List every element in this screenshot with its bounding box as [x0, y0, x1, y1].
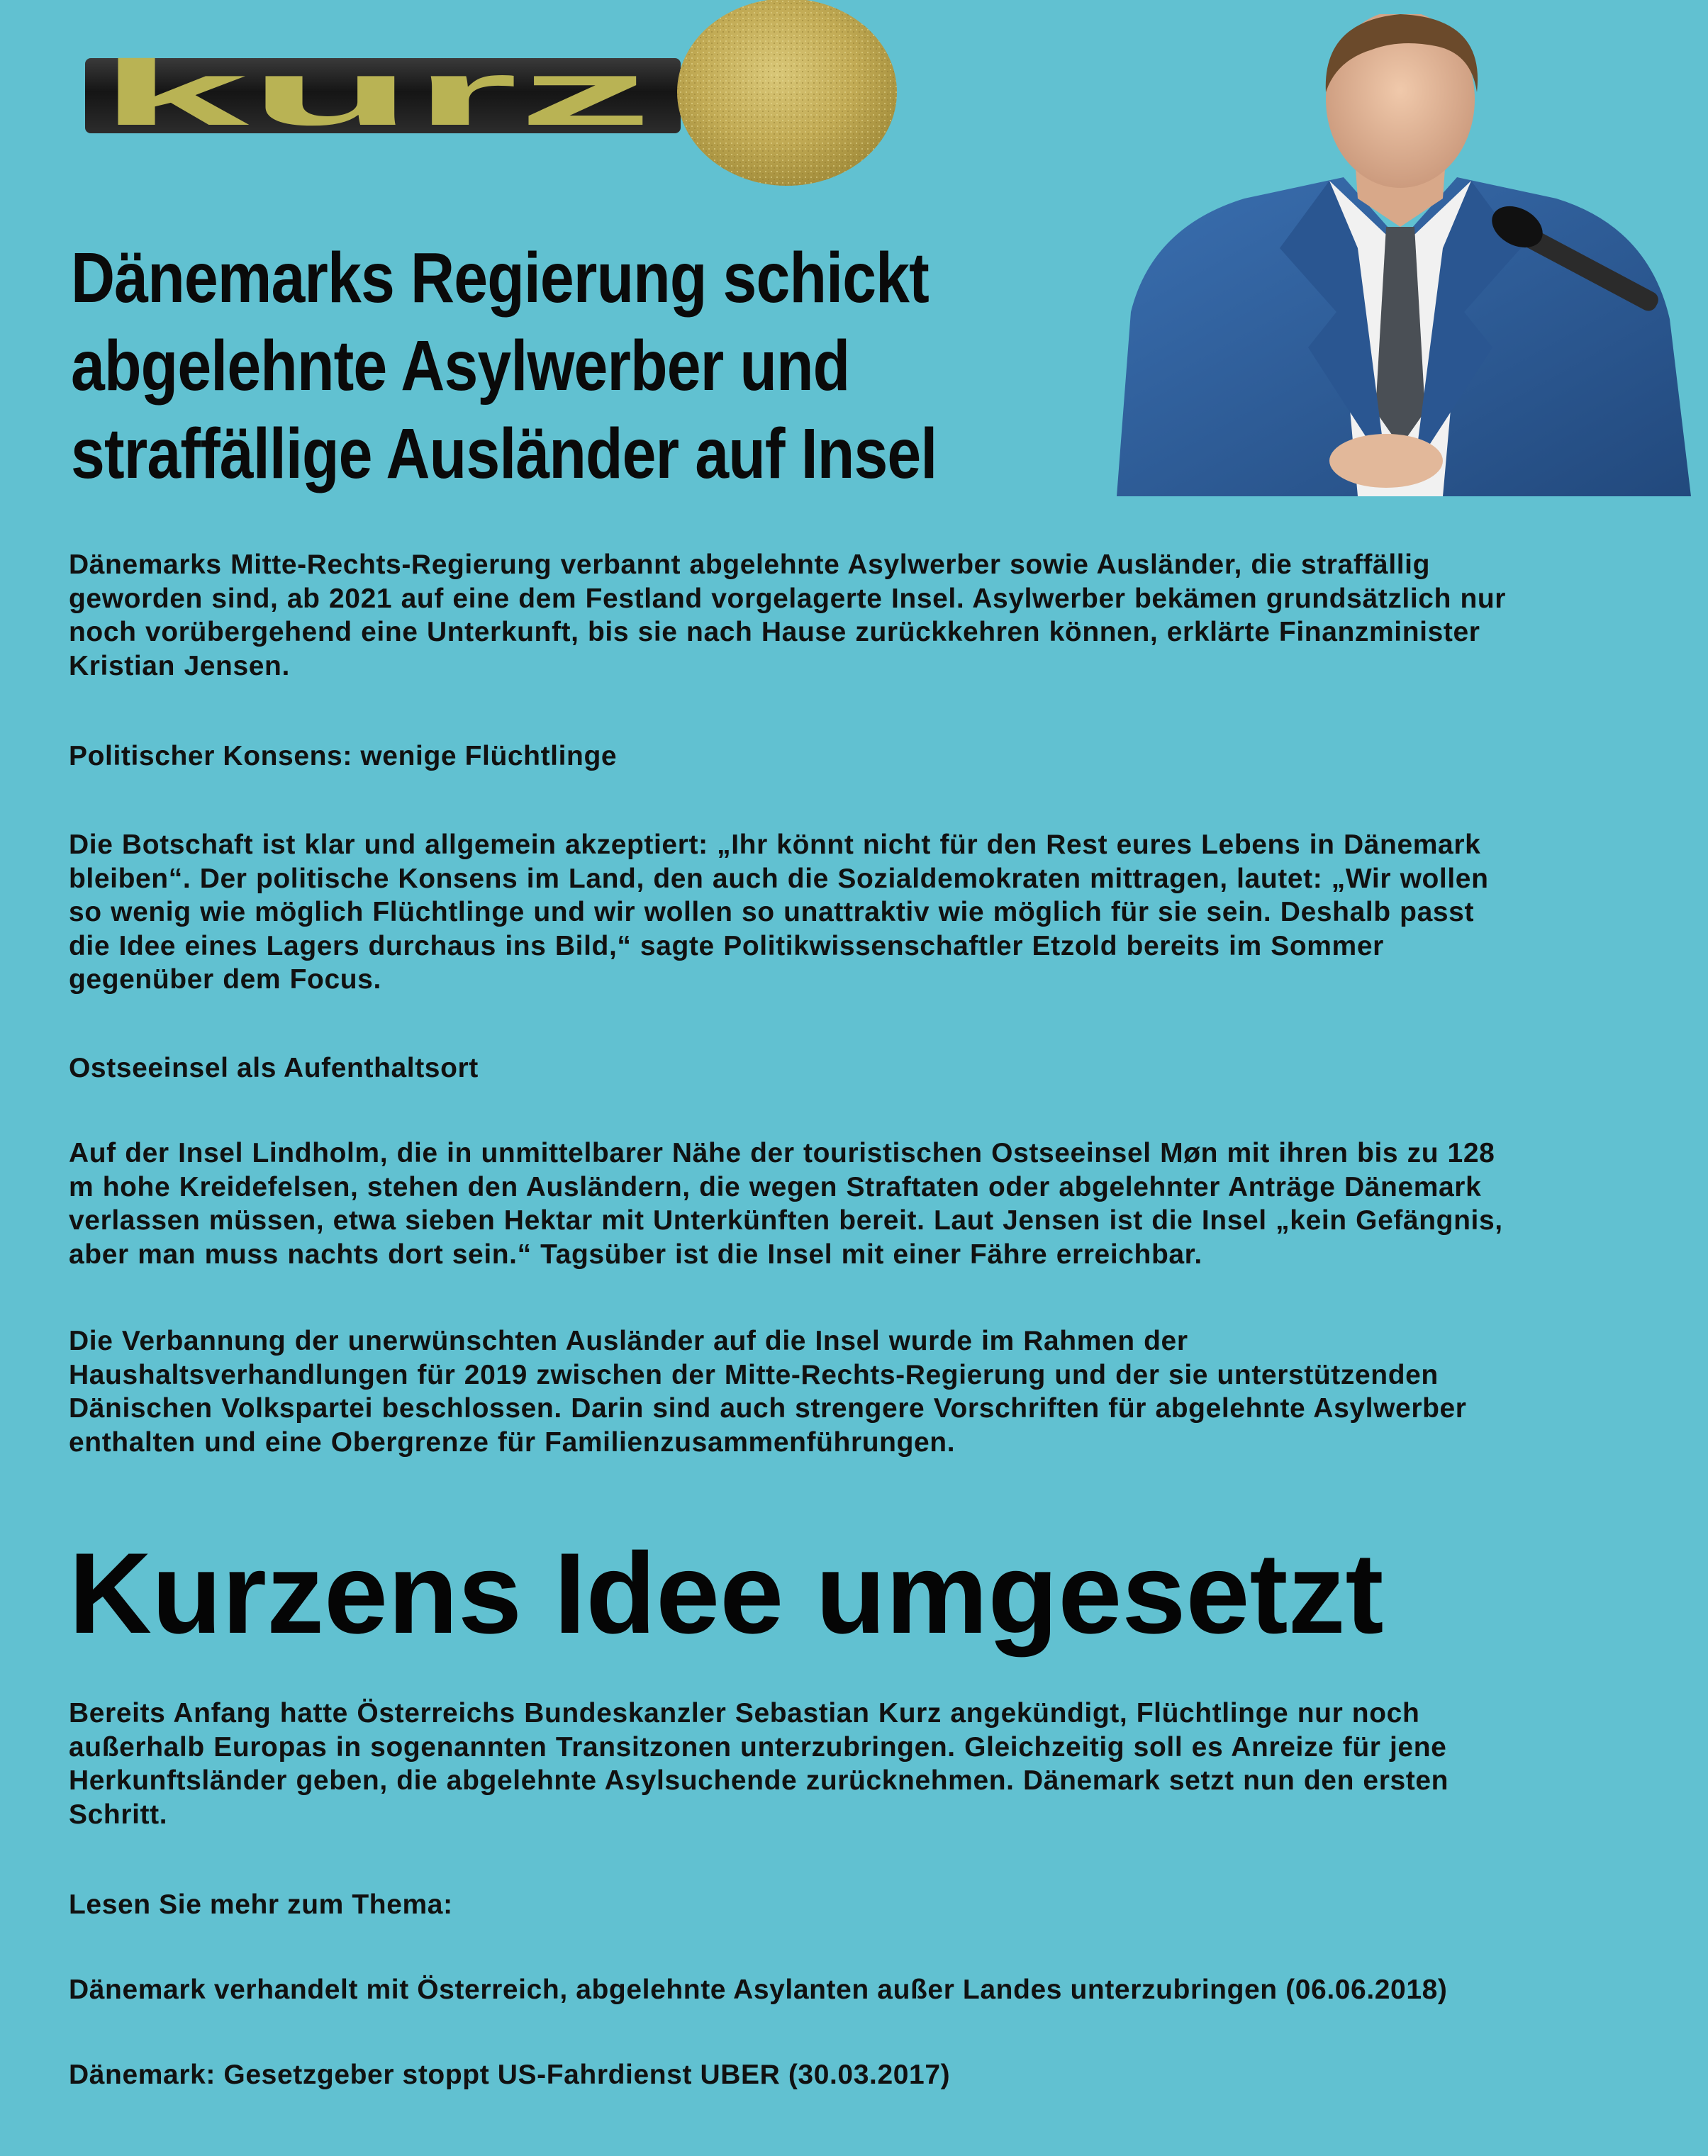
kurz-paragraph: [69, 1697, 1449, 1831]
text-line: m hohe Kreidefelsen, stehen den Ausländern, die wegen Straftaten oder abgelehnter Anträge Dänemark: [69, 1171, 1482, 1202]
text-line: bleiben“. Der politische Konsens im Land, den auch die Sozialdemokraten mittragen, lautet: „Wir wollen: [69, 863, 1489, 894]
text-line: Kristian Jensen.: [69, 650, 290, 681]
intro-paragraph: [69, 548, 1506, 683]
text-line: verlassen müssen, etwa sieben Hektar mit Unterkünften bereit. Laut Jensen ist die Insel „kein Gefängnis,: [69, 1205, 1503, 1236]
text-line: Bereits Anfang hatte Österreichs Bundeskanzler Sebastian Kurz angekündigt, Flüchtlinge nur noch: [69, 1698, 1420, 1728]
text-line: außerhalb Europas in sogenannten Transitzonen unterzubringen. Gleichzeitig soll es Anreize für jene: [69, 1731, 1447, 1763]
logo-text: kurz: [99, 41, 652, 145]
text-line: so wenig wie möglich Flüchtlinge und wir wollen so unattraktiv wie möglich für sie sein. Deshalb passt: [69, 897, 1475, 927]
budget-paragraph: [69, 1324, 1467, 1459]
text-line: aber man muss nachts dort sein.“ Tagsüber ist die Insel mit einer Fähre erreichbar.: [69, 1239, 1202, 1270]
related-article-link[interactable]: Dänemark verhandelt mit Österreich, abgelehnte Asylanten außer Landes unterzubringen (06.06.2018): [69, 1975, 1448, 2005]
text-line: Dänischen Volkspartei beschlossen. Darin sind auch strengere Vorschriften für abgelehnte Asylwerber: [69, 1393, 1467, 1424]
section-heading-kurz-idea: Kurzens Idee umgesetzt: [69, 1529, 1384, 1658]
text-line: Haushaltsverhandlungen für 2019 zwischen der Mitte-Rechts-Regierung und der sie unterstützenden: [69, 1359, 1439, 1390]
text-line: Die Botschaft ist klar und allgemein akzeptiert: „Ihr könnt nicht für den Rest eures Lebens in Dänemark: [69, 830, 1481, 860]
politician-portrait: [1103, 14, 1708, 496]
headline: [71, 234, 973, 498]
headline-line: abgelehnte Asylwerber und: [71, 326, 850, 406]
text-line: die Idee eines Lagers durchaus ins Bild,“ sagte Politikwissenschaftler Etzold bereits im Sommer: [69, 930, 1384, 961]
subheading-island: Ostseeinsel als Aufenthaltsort: [69, 1053, 479, 1083]
consensus-paragraph: [69, 828, 1489, 997]
subheading-consensus: Politischer Konsens: wenige Flüchtlinge: [69, 741, 618, 771]
text-line: Herkunftsländer geben, die abgelehnte Asylsuchende zurücknehmen. Dänemark setzt nun den ersten: [69, 1765, 1449, 1796]
headline-line: Dänemarks Regierung schickt: [71, 238, 929, 318]
text-line: Schritt.: [69, 1799, 168, 1830]
text-line: noch vorübergehend eine Unterkunft, bis sie nach Hause zurückkehren können, erklärte Finanzminister: [69, 617, 1480, 647]
related-article-link[interactable]: Dänemark: Gesetzgeber stoppt US-Fahrdienst UBER (30.03.2017): [69, 2060, 951, 2090]
text-line: enthalten und eine Obergrenze für Familienzusammenführungen.: [69, 1426, 956, 1458]
text-line: geworden sind, ab 2021 auf eine dem Festland vorgelagerte Insel. Asylwerber bekämen grundsätzlich nur: [69, 583, 1507, 614]
island-paragraph: [69, 1136, 1503, 1271]
text-line: Dänemarks Mitte-Rechts-Regierung verbannt abgelehnte Asylwerber sowie Ausländer, die straffällig: [69, 549, 1431, 580]
text-line: gegenüber dem Focus.: [69, 964, 381, 995]
person-with-microphone-icon: [1103, 14, 1708, 496]
read-more-label: Lesen Sie mehr zum Thema:: [69, 1889, 453, 1920]
microphone-logo-icon: [78, 0, 908, 213]
text-line: Die Verbannung der unerwünschten Ausländer auf die Insel wurde im Rahmen der: [69, 1326, 1188, 1356]
kurz-logo: [78, 0, 908, 213]
text-line: Auf der Insel Lindholm, die in unmittelbarer Nähe der touristischen Ostseeinsel Møn mit ihren bis zu 128: [69, 1138, 1495, 1168]
headline-line: straffällige Ausländer auf Insel: [71, 414, 937, 493]
